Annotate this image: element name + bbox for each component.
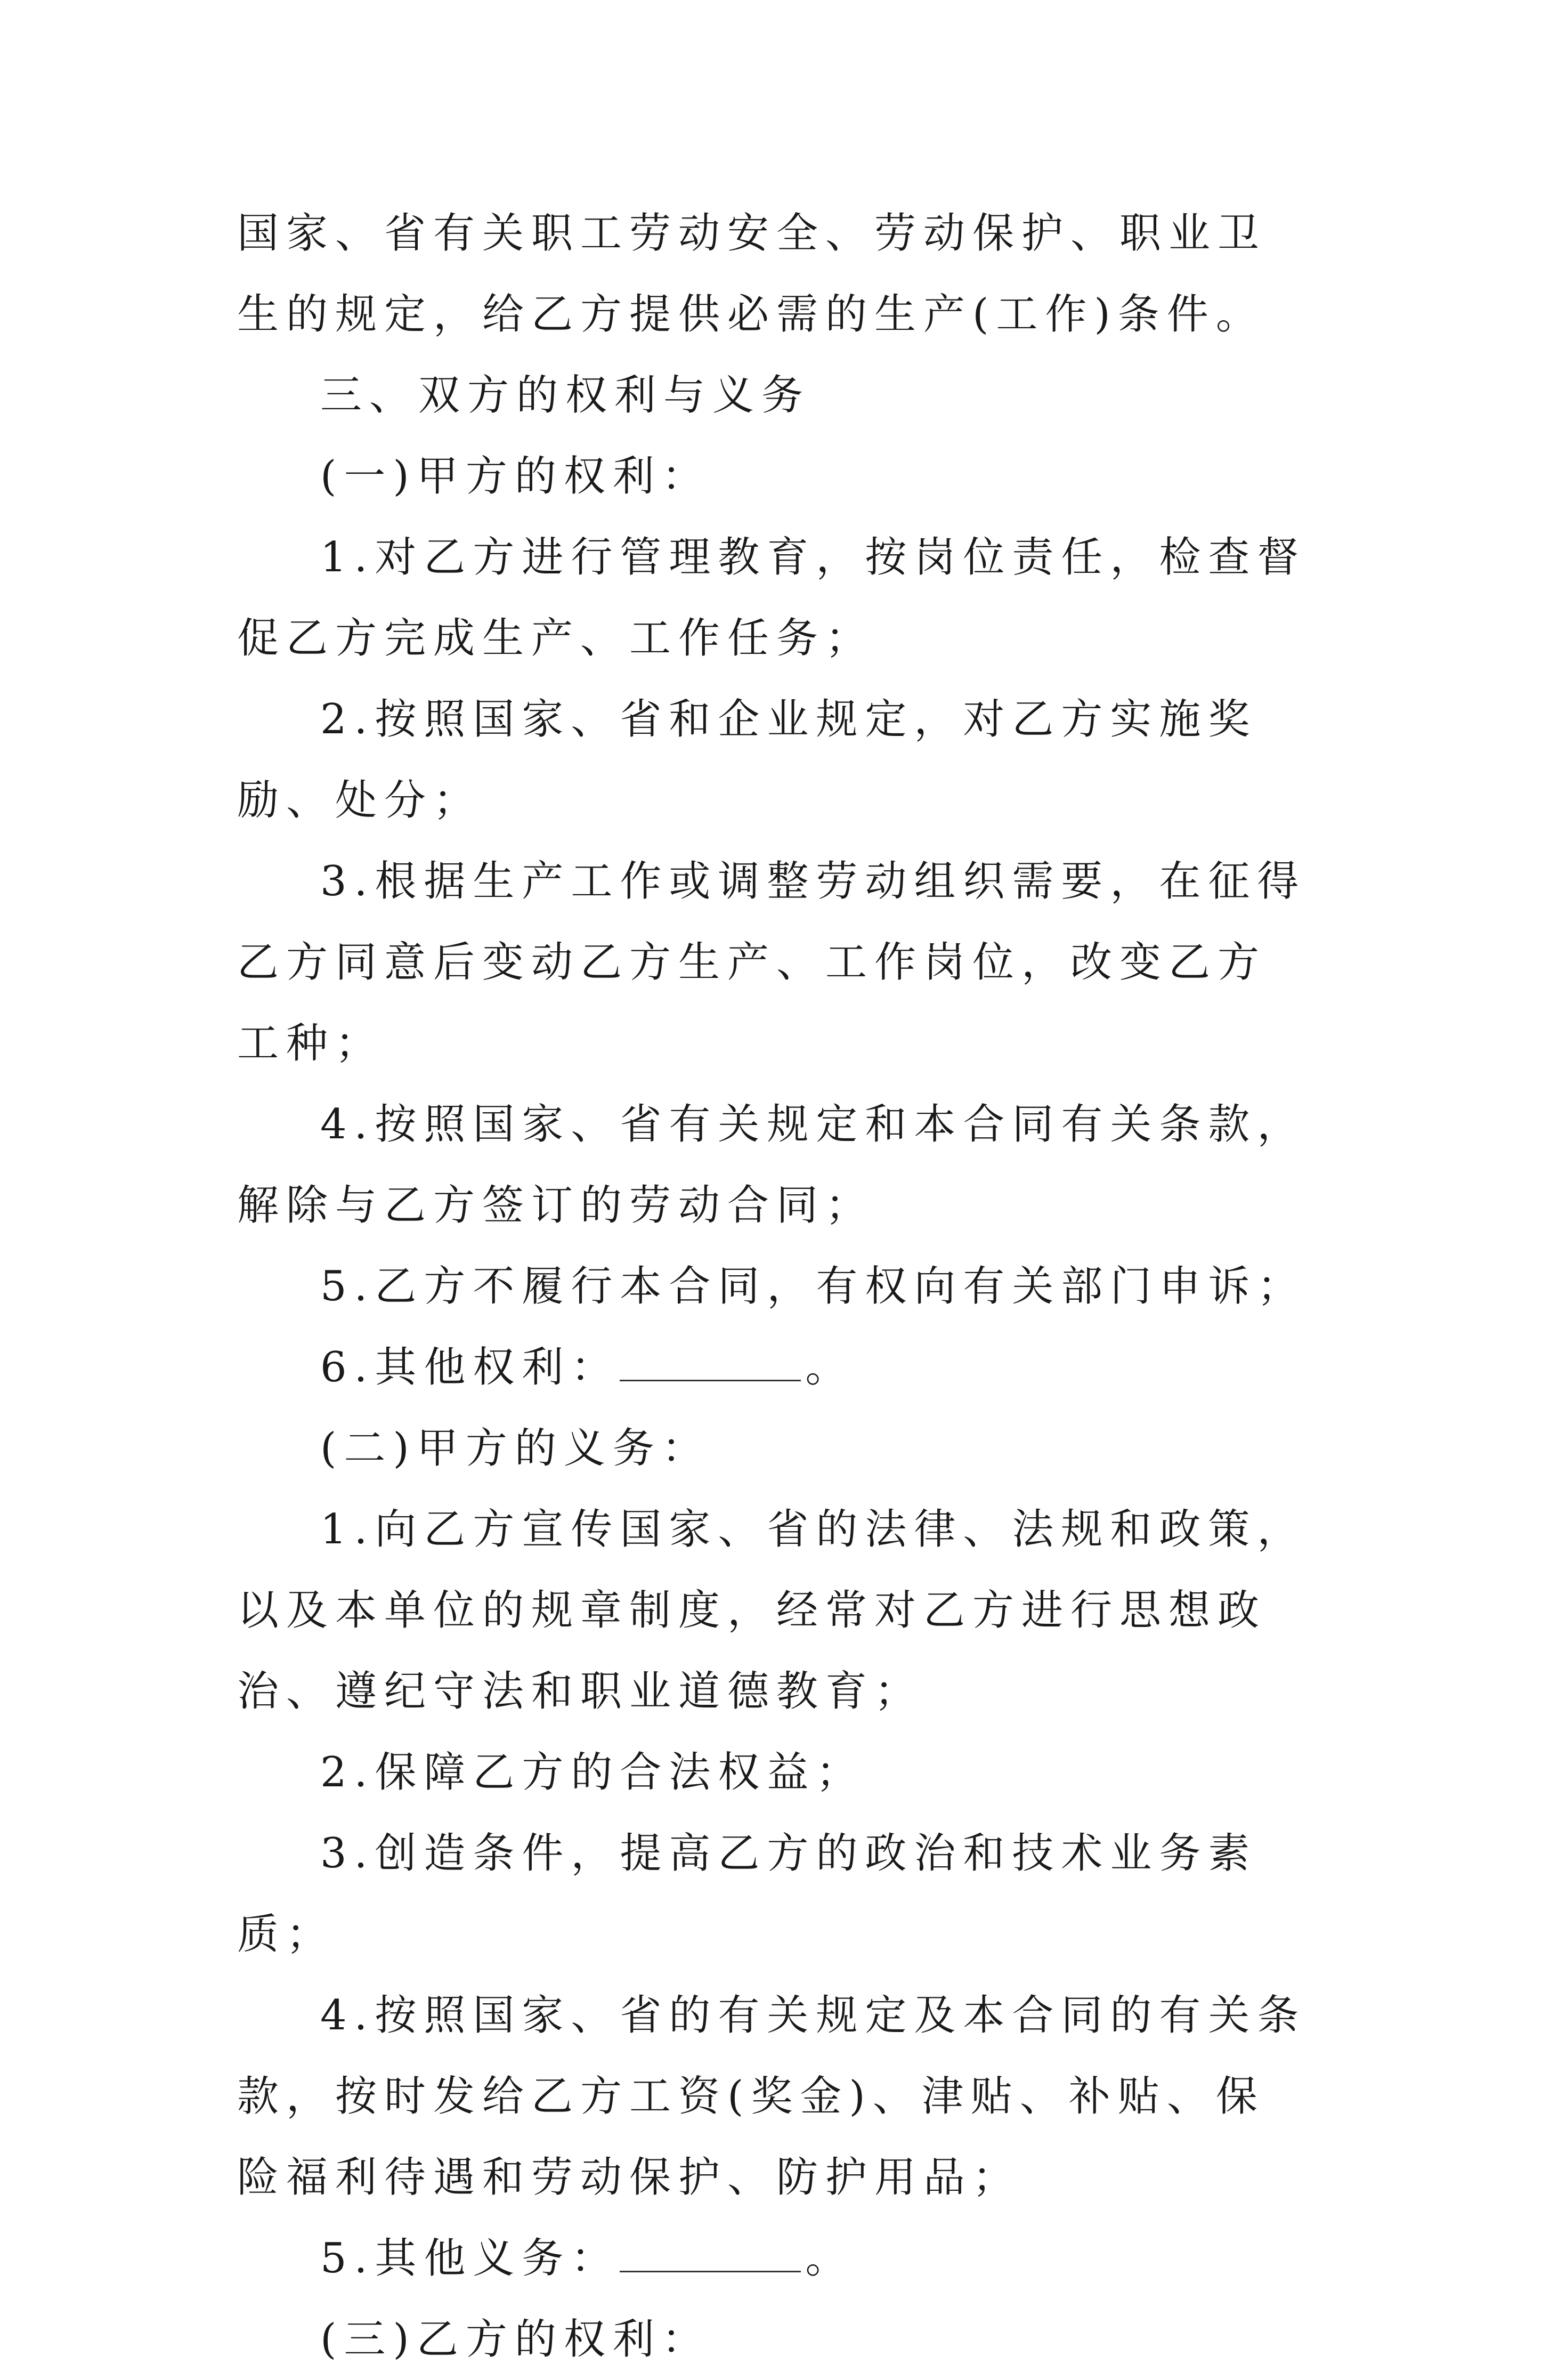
fill-in-blank-line — [620, 2239, 801, 2272]
list-item: 1.对乙方进行管理教育，按岗位责任，检查督促乙方完成生产、工作任务； — [237, 533, 1306, 662]
list-item: 4.按照国家、省的有关规定及本合同的有关条款，按时发给乙方工资(奖金)、津贴、补贴、保险福利待遇和劳动保护、防护用品； — [237, 1992, 1306, 2201]
section-heading-rights-obligations: 三、双方的权利与义务 — [320, 371, 811, 419]
paragraph-safety-conditions: 国家、省有关职工劳动安全、劳动保护、职业卫生的规定，给乙方提供必需的生产(工作)条件。 — [237, 209, 1267, 338]
list-item: 5.乙方不履行本合同，有权向有关部门申诉； — [320, 1262, 1306, 1310]
list-item: 1.向乙方宣传国家、省的法律、法规和政策，以及本单位的规章制度，经常对乙方进行思想政治、遵纪守法和职业道德教育； — [237, 1505, 1306, 1715]
list-item: 2.保障乙方的合法权益； — [320, 1748, 865, 1796]
list-item: 3.根据生产工作或调整劳动组织需要，在征得乙方同意后变动乙方生产、工作岗位，改变乙方工种； — [237, 857, 1306, 1067]
subsection-heading-party-a-obligations: (二)甲方的义务： — [320, 1424, 711, 1472]
period-mark: 。 — [805, 2235, 855, 2282]
list-item: 3.创造条件，提高乙方的政治和技术业务素质； — [237, 1829, 1257, 1958]
other-obligations-label: 5.其他义务： — [320, 2235, 620, 2282]
list-item-other-rights — [237, 1327, 1313, 1408]
subsection-heading-party-a-rights: (一)甲方的权利： — [320, 452, 711, 500]
document-body — [237, 193, 1313, 2380]
subsection-heading-party-b-rights: (三)乙方的权利： — [320, 2316, 711, 2363]
other-rights-label: 6.其他权利： — [320, 1343, 620, 1391]
period-mark: 。 — [805, 1343, 855, 1391]
list-item: 2.按照国家、省和企业规定，对乙方实施奖励、处分； — [237, 695, 1257, 824]
fill-in-blank-line — [620, 1348, 801, 1381]
list-item-other-obligations — [237, 2218, 1313, 2299]
list-item: 4.按照国家、省有关规定和本合同有关条款，解除与乙方签订的劳动合同； — [237, 1100, 1306, 1229]
